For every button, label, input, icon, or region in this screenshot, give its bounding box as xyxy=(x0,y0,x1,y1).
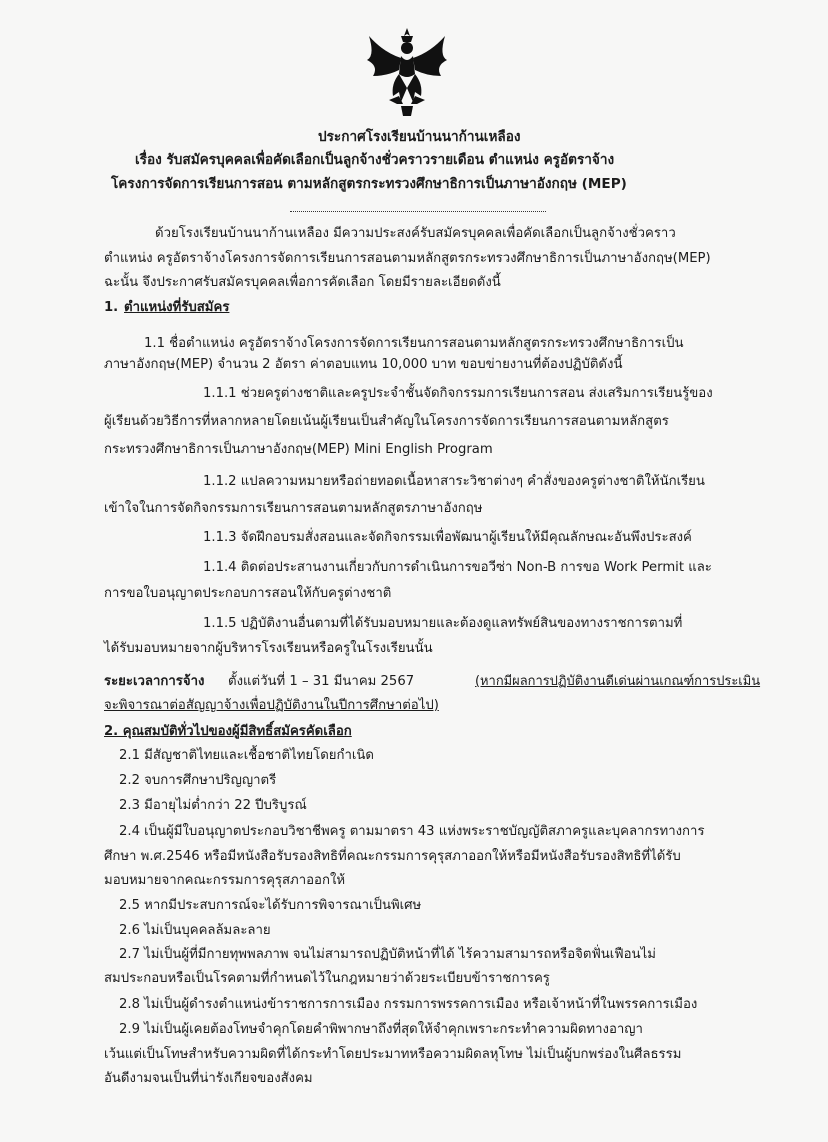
section2-line: 2.7 ไม่เป็นผู้ที่มีกายทุพพลภาพ จนไม่สามารถปฏิบัติหน้าที่ได้ ไร้ความสามารถหรือจิตฟั่นเฟือนไม่ xyxy=(119,947,656,962)
section1-line: กระทรวงศึกษาธิการเป็นภาษาอังกฤษ(MEP) Mini English Program xyxy=(104,442,493,457)
section1-line: การขอใบอนุญาตประกอบการสอนให้กับครูต่างชาติ xyxy=(104,586,392,601)
section2-heading: 2. คุณสมบัติทั่วไปของผู้มีสิทธิ์สมัครคัดเลือก xyxy=(104,724,352,739)
section2-line: 2.8 ไม่เป็นผู้ดำรงตำแหน่งข้าราชการการเมือง กรรมการพรรคการเมือง หรือเจ้าหน้าที่ในพรรคการเมือง xyxy=(119,997,698,1012)
section1-line: 1.1.5 ปฏิบัติงานอื่นตามที่ได้รับมอบหมายและต้องดูแลทรัพย์สินของทางราชการตามที่ xyxy=(203,616,683,631)
section2-line: ศึกษา พ.ศ.2546 หรือมีหนังสือรับรองสิทธิที่คณะกรรมการคุรุสภาออกให้หรือมีหนังสือรับรองสิทธิที่ได้รับ xyxy=(104,849,681,864)
intro-line: ฉะนั้น จึงประกาศรับสมัครบุคคลเพื่อการคัดเลือก โดยมีรายละเอียดดังนี้ xyxy=(104,275,501,290)
section2-line: 2.1 มีสัญชาติไทยและเชื้อชาติไทยโดยกำเนิด xyxy=(119,748,374,763)
section1-line: ได้รับมอบหมายจากผู้บริหารโรงเรียนหรือครูในโรงเรียนนั้น xyxy=(104,641,433,656)
section2-line: 2.9 ไม่เป็นผู้เคยต้องโทษจำคุกโดยคำพิพากษาถึงที่สุดให้จำคุกเพราะกระทำความผิดทางอาญา xyxy=(119,1022,643,1037)
section2-line: 2.4 เป็นผู้มีใบอนุญาตประกอบวิชาชีพครู ตามมาตรา 43 แห่งพระราชบัญญัติสภาครูและบุคลากรทางการ xyxy=(119,824,705,839)
announcement-project: โครงการจัดการเรียนการสอน ตามหลักสูตรกระทรวงศึกษาธิการเป็นภาษาอังกฤษ (MEP) xyxy=(111,176,627,192)
section2-line: สมประกอบหรือเป็นโรคตามที่กำหนดไว้ในกฎหมายว่าด้วยระเบียบข้าราชการครู xyxy=(104,971,550,986)
intro-line: ด้วยโรงเรียนบ้านนาก้านเหลือง มีความประสงค์รับสมัครบุคคลเพื่อคัดเลือกเป็นลูกจ้างชั่วคราว xyxy=(155,226,676,241)
section2-line: อันดีงามจนเป็นที่น่ารังเกียจของสังคม xyxy=(104,1071,313,1086)
section1-line: ผู้เรียนด้วยวิธีการที่หลากหลายโดยเน้นผู้เรียนเป็นสำคัญในโครงการจัดการเรียนการสอนตามหลักสูตร xyxy=(104,414,669,429)
section2-line: มอบหมายจากคณะกรรมการคุรุสภาออกให้ xyxy=(104,873,346,888)
employment-note: (หากมีผลการปฏิบัติงานดีเด่นผ่านเกณฑ์การประเมิน xyxy=(475,674,761,689)
employment-note: จะพิจารณาต่อสัญญาจ้างเพื่อปฏิบัติงานในปีการศึกษาต่อไป) xyxy=(104,698,439,713)
section1-number: 1. xyxy=(104,300,119,315)
section1-line: 1.1 ชื่อตำแหน่ง ครูอัตราจ้างโครงการจัดการเรียนการสอนตามหลักสูตรกระทรวงศึกษาธิการเป็น xyxy=(144,336,684,351)
announcement-title: ประกาศโรงเรียนบ้านนาก้านเหลือง xyxy=(318,129,521,145)
title-divider xyxy=(290,211,546,212)
section1-line: 1.1.2 แปลความหมายหรือถ่ายทอดเนื้อหาสาระวิชาต่างๆ คำสั่งของครูต่างชาติให้นักเรียน xyxy=(203,474,705,489)
section1-line: 1.1.4 ติดต่อประสานงานเกี่ยวกับการดำเนินการขอวีซ่า Non-B การขอ Work Permit และ xyxy=(203,560,712,575)
section2-line: 2.5 หากมีประสบการณ์จะได้รับการพิจารณาเป็นพิเศษ xyxy=(119,898,422,913)
employment-period: ตั้งแต่วันที่ 1 – 31 มีนาคม 2567 xyxy=(228,674,415,689)
section1-line: 1.1.1 ช่วยครูต่างชาติและครูประจำชั้นจัดกิจกรรมการเรียนการสอน ส่งเสริมการเรียนรู้ของ xyxy=(203,386,713,401)
section1-line: เข้าใจในการจัดกิจกรรมการเรียนการสอนตามหลักสูตรภาษาอังกฤษ xyxy=(104,501,483,516)
section1-line: ภาษาอังกฤษ(MEP) จำนวน 2 อัตรา ค่าตอบแทน 10,000 บาท ขอบข่ายงานที่ต้องปฏิบัติดังนี้ xyxy=(104,357,623,372)
section2-line: เว้นแต่เป็นโทษสำหรับความผิดที่ได้กระทำโดยประมาทหรือความผิดลหุโทษ ไม่เป็นผู้บกพร่องในศีลธรรม xyxy=(104,1047,682,1062)
section2-line: 2.3 มีอายุไม่ต่ำกว่า 22 ปีบริบูรณ์ xyxy=(119,798,307,813)
section2-line: 2.6 ไม่เป็นบุคคลล้มละลาย xyxy=(119,923,271,938)
employment-label: ระยะเวลาการจ้าง xyxy=(104,674,205,689)
section1-heading: ตำแหน่งที่รับสมัคร xyxy=(124,300,230,315)
intro-line: ตำแหน่ง ครูอัตราจ้างโครงการจัดการเรียนการสอนตามหลักสูตรกระทรวงศึกษาธิการเป็นภาษาอังกฤษ(MEP) xyxy=(104,251,711,266)
section1-line: 1.1.3 จัดฝึกอบรมสั่งสอนและจัดกิจกรรมเพื่อพัฒนาผู้เรียนให้มีคุณลักษณะอันพึงประสงค์ xyxy=(203,530,692,545)
announcement-subject: เรื่อง รับสมัครบุคคลเพื่อคัดเลือกเป็นลูกจ้างชั่วคราวรายเดือน ตำแหน่ง ครูอัตราจ้าง xyxy=(135,152,615,168)
section2-line: 2.2 จบการศึกษาปริญญาตรี xyxy=(119,773,277,788)
garuda-emblem xyxy=(361,26,453,118)
